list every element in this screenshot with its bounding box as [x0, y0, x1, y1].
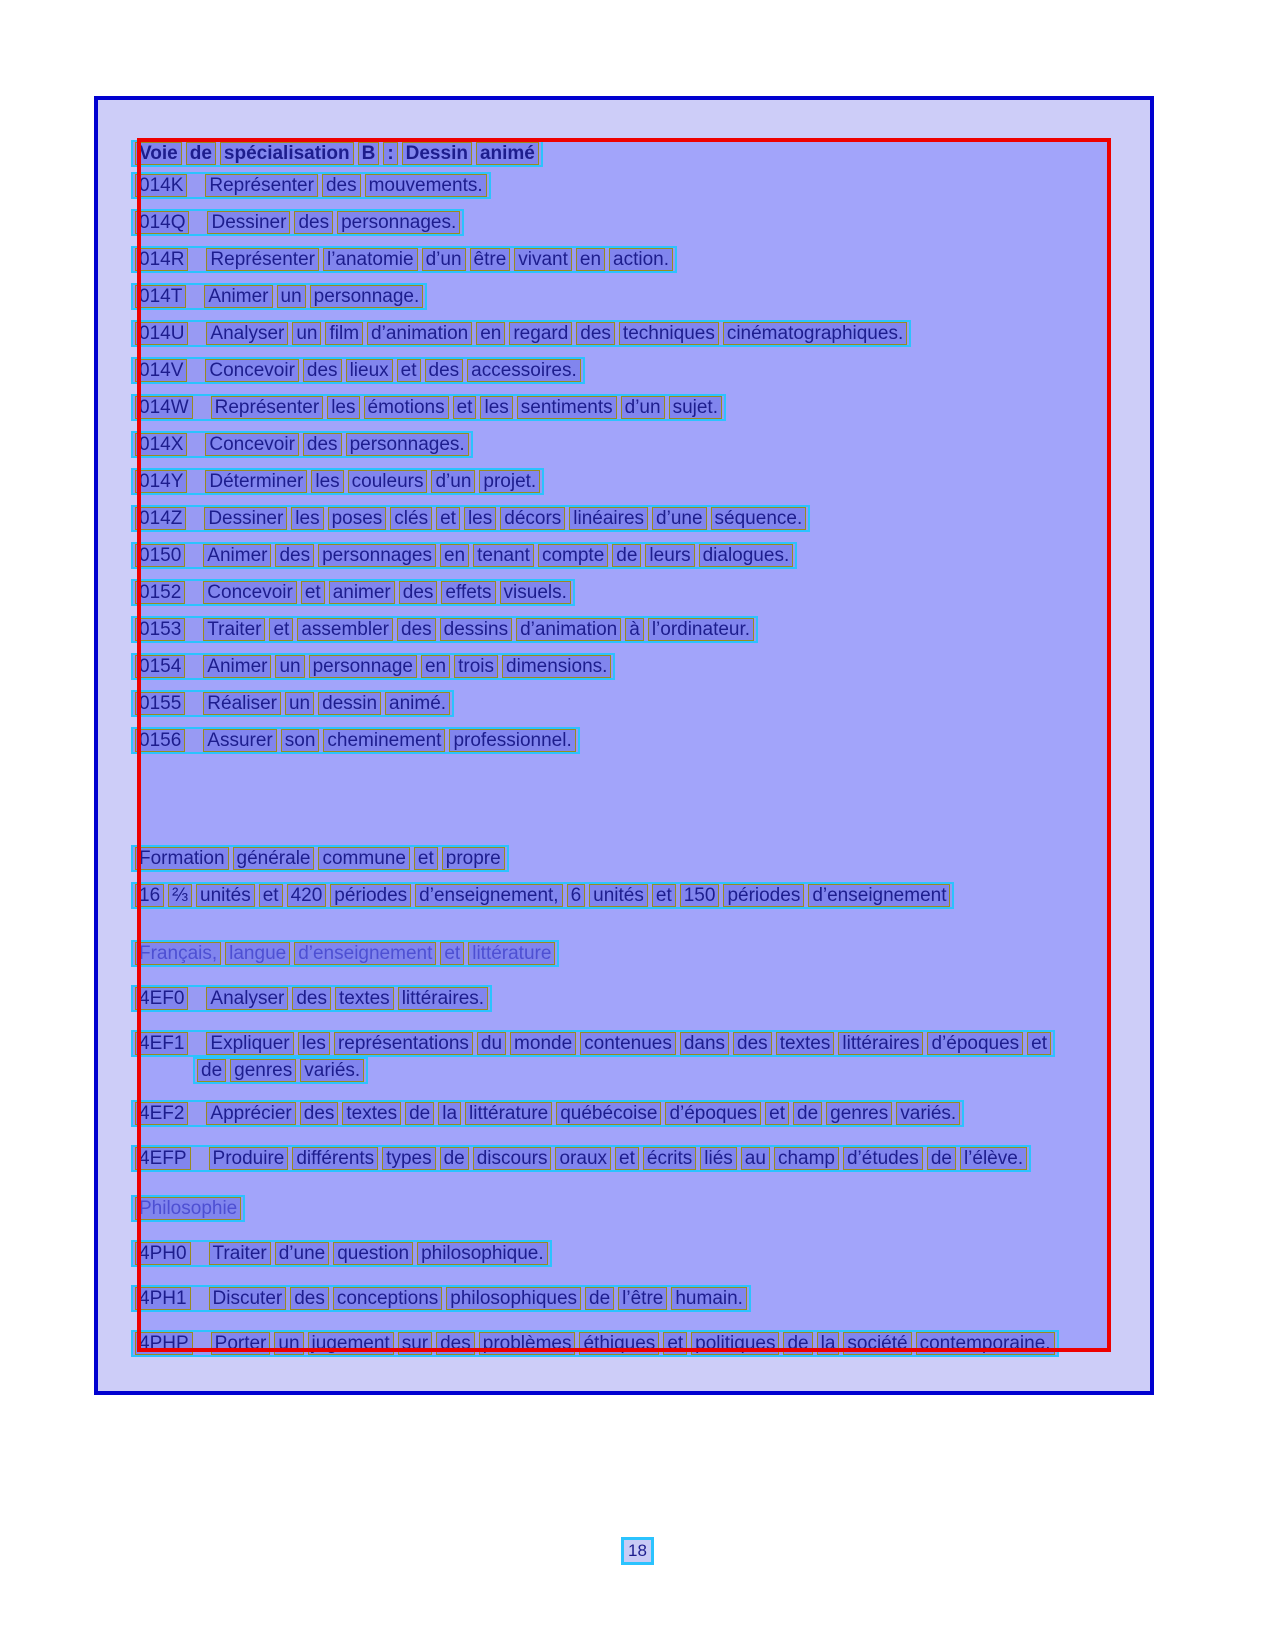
word: cinématographiques. [723, 322, 907, 345]
word: d’un [422, 248, 466, 271]
word: d’études [843, 1147, 923, 1170]
text-line-4ph0 [131, 1240, 552, 1267]
course-code: 0150 [135, 544, 185, 567]
course-code: 014X [135, 433, 187, 456]
word: des [303, 433, 342, 456]
course-code: 014K [135, 174, 187, 197]
word: genres [826, 1102, 892, 1125]
word: Animer [204, 285, 272, 308]
word: personnages. [346, 433, 469, 456]
word: l’élève. [960, 1147, 1027, 1170]
word: B [358, 142, 380, 165]
word: lieux [346, 359, 393, 382]
word: Animer [203, 655, 271, 678]
word: différents [292, 1147, 378, 1170]
course-code: 014V [135, 359, 187, 382]
word: la [438, 1102, 461, 1125]
word: des [436, 1332, 475, 1355]
course-code: 0155 [135, 692, 185, 715]
word: de [585, 1287, 614, 1310]
code-text-gap [193, 1287, 207, 1310]
text-line-4ph1 [131, 1285, 751, 1312]
word: du [477, 1032, 506, 1055]
word: l’anatomie [323, 248, 418, 271]
word: les [464, 507, 496, 530]
word: animer [329, 581, 395, 604]
code-text-gap [190, 1032, 204, 1055]
word: de [783, 1332, 812, 1355]
word: des [733, 1032, 772, 1055]
word: de [186, 142, 216, 165]
word: des [322, 174, 361, 197]
code-text-gap [189, 359, 203, 382]
word: accessoires. [467, 359, 581, 382]
word: politiques [691, 1332, 779, 1355]
word: liés [700, 1147, 737, 1170]
word: littérature [465, 1102, 552, 1125]
word: Assurer [203, 729, 276, 752]
word: les [480, 396, 512, 419]
text-line-0155 [131, 690, 454, 717]
word: compte [538, 544, 608, 567]
course-code: 4PH0 [135, 1242, 191, 1265]
word: genres [230, 1059, 296, 1082]
text-line [131, 940, 559, 967]
word: d’époques [665, 1102, 761, 1125]
word: commune [318, 847, 409, 870]
word: philosophique. [417, 1242, 548, 1265]
course-code: 014W [135, 396, 193, 419]
word: littéraires. [398, 987, 488, 1010]
word: de [440, 1147, 469, 1170]
word: tenant [473, 544, 534, 567]
word: et [259, 884, 283, 907]
word: philosophiques [446, 1287, 581, 1310]
code-text-gap [189, 470, 203, 493]
course-code: 4PHP [135, 1332, 193, 1355]
word: et [269, 618, 293, 641]
word: clés [390, 507, 432, 530]
code-text-gap [189, 433, 203, 456]
word: dimensions. [502, 655, 611, 678]
word: animé [476, 142, 539, 165]
word: Formation [135, 847, 229, 870]
code-text-gap [187, 729, 201, 752]
word: Dessiner [207, 211, 290, 234]
word: des [275, 544, 314, 567]
course-code: 014Q [135, 211, 189, 234]
word: effets [441, 581, 495, 604]
word: en [440, 544, 469, 567]
course-code: 014R [135, 248, 188, 271]
word: personnage. [310, 285, 424, 308]
course-code: 4EF1 [135, 1032, 188, 1055]
word: des [399, 581, 438, 604]
text-line-014x [131, 431, 473, 458]
word: variés. [300, 1059, 364, 1082]
word: et [414, 847, 438, 870]
word: assembler [297, 618, 393, 641]
word: des [292, 987, 331, 1010]
word: humain. [671, 1287, 747, 1310]
word: mouvements. [365, 174, 487, 197]
code-text-gap [187, 618, 201, 641]
word: visuels. [500, 581, 571, 604]
word: sujet. [669, 396, 722, 419]
word: d’animation [367, 322, 472, 345]
word: Expliquer [206, 1032, 293, 1055]
word: vivant [514, 248, 572, 271]
code-text-gap [190, 1102, 204, 1125]
word: des [397, 618, 436, 641]
word: éthiques [579, 1332, 659, 1355]
text-line-0153 [131, 616, 758, 643]
word: d’animation [516, 618, 621, 641]
word: personnages [318, 544, 436, 567]
word: et [765, 1102, 789, 1125]
word: périodes [330, 884, 411, 907]
word: des [290, 1287, 329, 1310]
word: monde [510, 1032, 576, 1055]
page-number: 18 [621, 1537, 654, 1565]
text-line [131, 882, 954, 909]
word: jugement [308, 1332, 394, 1355]
word: Porter [211, 1332, 271, 1355]
word: Voie [135, 142, 182, 165]
word: animé. [385, 692, 450, 715]
word: représentations [334, 1032, 473, 1055]
course-code: 0154 [135, 655, 185, 678]
word: propre [442, 847, 505, 870]
word: Déterminer [205, 470, 307, 493]
word: Discuter [209, 1287, 287, 1310]
word: périodes [723, 884, 804, 907]
text-line-0154 [131, 653, 615, 680]
word: des [300, 1102, 339, 1125]
code-text-gap [188, 285, 202, 308]
code-text-gap [195, 1332, 209, 1355]
word: les [298, 1032, 330, 1055]
course-code: 4EF0 [135, 987, 188, 1010]
code-text-gap [187, 692, 201, 715]
word: ⅔ [168, 884, 192, 907]
course-code: 014U [135, 322, 188, 345]
word: leurs [645, 544, 694, 567]
word: 150 [680, 884, 720, 907]
word: Concevoir [205, 359, 299, 382]
word: et [301, 581, 325, 604]
word: décors [500, 507, 565, 530]
word: textes [342, 1102, 401, 1125]
code-text-gap [187, 655, 201, 678]
word: en [421, 655, 450, 678]
word: discours [473, 1147, 552, 1170]
text-line-0152 [131, 579, 575, 606]
text-line-014q [131, 209, 464, 236]
course-code: 014T [135, 285, 186, 308]
word: contenues [580, 1032, 676, 1055]
code-text-gap [193, 1242, 207, 1265]
word: des [425, 359, 464, 382]
word: action. [609, 248, 673, 271]
word: québécoise [556, 1102, 661, 1125]
word: Réaliser [203, 692, 281, 715]
word: des [576, 322, 615, 345]
word: d’une [275, 1242, 330, 1265]
text-line-4ef2 [131, 1100, 964, 1127]
word: d’une [652, 507, 707, 530]
word: Produire [209, 1147, 289, 1170]
word: de [927, 1147, 956, 1170]
code-text-gap [187, 544, 201, 567]
word: Dessin [402, 142, 472, 165]
word: personnages. [337, 211, 460, 234]
word: textes [776, 1032, 835, 1055]
word: société [843, 1332, 911, 1355]
course-code: 0153 [135, 618, 185, 641]
word: conceptions [333, 1287, 442, 1310]
word: spécialisation [220, 142, 354, 165]
word: les [291, 507, 323, 530]
course-code: 014Z [135, 507, 186, 530]
word: de [197, 1059, 226, 1082]
text-line-0156 [131, 727, 580, 754]
word: professionnel. [449, 729, 575, 752]
text-line-014y [131, 468, 544, 495]
word: d’enseignement [294, 942, 436, 965]
word: Analyser [206, 987, 288, 1010]
word: cheminement [323, 729, 445, 752]
word: projet. [479, 470, 540, 493]
word: Concevoir [205, 433, 299, 456]
word: question [333, 1242, 413, 1265]
word: problèmes [479, 1332, 576, 1355]
word: de [793, 1102, 822, 1125]
word: un [275, 655, 304, 678]
word: et [397, 359, 421, 382]
word: la [817, 1332, 840, 1355]
word: d’un [431, 470, 475, 493]
word: dans [680, 1032, 729, 1055]
course-code: 0156 [135, 729, 185, 752]
word: d’un [621, 396, 665, 419]
text-line-014k [131, 172, 491, 199]
word: langue [225, 942, 290, 965]
word: Représenter [211, 396, 324, 419]
word: l’être [618, 1287, 667, 1310]
word: et [1027, 1032, 1051, 1055]
word: au [741, 1147, 770, 1170]
word: variés. [896, 1102, 960, 1125]
code-text-gap [190, 987, 204, 1010]
word: en [476, 322, 505, 345]
text-line-014t [131, 283, 427, 310]
word: dessins [440, 618, 512, 641]
word: dialogues. [699, 544, 794, 567]
word: d’époques [927, 1032, 1023, 1055]
code-text-gap [193, 1147, 207, 1170]
word: : [383, 142, 397, 165]
word: des [303, 359, 342, 382]
word: 16 [135, 884, 164, 907]
text-line-4php [131, 1330, 1059, 1357]
code-text-gap [187, 581, 201, 604]
word: et [615, 1147, 639, 1170]
code-text-gap [191, 211, 205, 234]
word: Représenter [206, 248, 319, 271]
code-text-gap [190, 322, 204, 345]
word: linéaires [569, 507, 648, 530]
code-text-gap [188, 507, 202, 530]
word: trois [454, 655, 498, 678]
code-text-gap [189, 174, 203, 197]
word: écrits [643, 1147, 696, 1170]
word: 6 [567, 884, 586, 907]
text-line [131, 1195, 245, 1222]
word: un [292, 322, 321, 345]
word: et [453, 396, 477, 419]
word: unités [196, 884, 255, 907]
word: personnage [309, 655, 417, 678]
word: sentiments [517, 396, 617, 419]
text-line-014z [131, 505, 810, 532]
word: champ [774, 1147, 839, 1170]
word: unités [589, 884, 648, 907]
word: Philosophie [135, 1197, 241, 1220]
word: textes [335, 987, 394, 1010]
course-code: 014Y [135, 470, 187, 493]
word: littéraires [838, 1032, 923, 1055]
course-code: 4PH1 [135, 1287, 191, 1310]
word: Animer [203, 544, 271, 567]
word: en [576, 248, 605, 271]
word: Représenter [205, 174, 318, 197]
word: Dessiner [204, 507, 287, 530]
word: et [436, 507, 460, 530]
word: les [327, 396, 359, 419]
code-text-gap [195, 396, 209, 419]
course-code: 4EFP [135, 1147, 191, 1170]
word: littérature [468, 942, 555, 965]
word: générale [233, 847, 315, 870]
word: regard [509, 322, 572, 345]
word: Analyser [206, 322, 288, 345]
word: Concevoir [203, 581, 297, 604]
word: un [274, 1332, 303, 1355]
word: son [281, 729, 320, 752]
word: émotions [364, 396, 449, 419]
text-line-014v [131, 357, 585, 384]
word: Traiter [209, 1242, 271, 1265]
word: types [382, 1147, 435, 1170]
word: de [405, 1102, 434, 1125]
text-line-014u [131, 320, 911, 347]
text-line-4efp [131, 1145, 1031, 1172]
text-line-014w [131, 394, 726, 421]
word: d’enseignement [808, 884, 950, 907]
word: poses [328, 507, 387, 530]
word: être [470, 248, 511, 271]
word: et [652, 884, 676, 907]
word: Français, [135, 942, 221, 965]
word: d’enseignement, [415, 884, 562, 907]
word: techniques [619, 322, 719, 345]
word: les [311, 470, 343, 493]
word: un [277, 285, 306, 308]
course-code: 0152 [135, 581, 185, 604]
word: l’ordinateur. [648, 618, 754, 641]
text-line [193, 1057, 368, 1084]
word: et [440, 942, 464, 965]
text-line-014r [131, 246, 677, 273]
word: sur [398, 1332, 432, 1355]
word: oraux [555, 1147, 611, 1170]
word: séquence. [711, 507, 807, 530]
word: couleurs [348, 470, 428, 493]
word: Traiter [203, 618, 265, 641]
word: de [612, 544, 641, 567]
text-line-4ef1 [131, 1030, 1055, 1057]
word: à [625, 618, 644, 641]
word: 420 [287, 884, 327, 907]
text-line-4ef0 [131, 985, 492, 1012]
word: film [325, 322, 363, 345]
word: un [285, 692, 314, 715]
text-line [131, 845, 509, 872]
word: dessin [318, 692, 381, 715]
word: contemporaine. [916, 1332, 1055, 1355]
text-line-0150 [131, 542, 797, 569]
code-text-gap [190, 248, 204, 271]
word: et [663, 1332, 687, 1355]
course-code: 4EF2 [135, 1102, 188, 1125]
word: des [294, 211, 333, 234]
word: Apprécier [206, 1102, 295, 1125]
text-line [131, 140, 543, 167]
